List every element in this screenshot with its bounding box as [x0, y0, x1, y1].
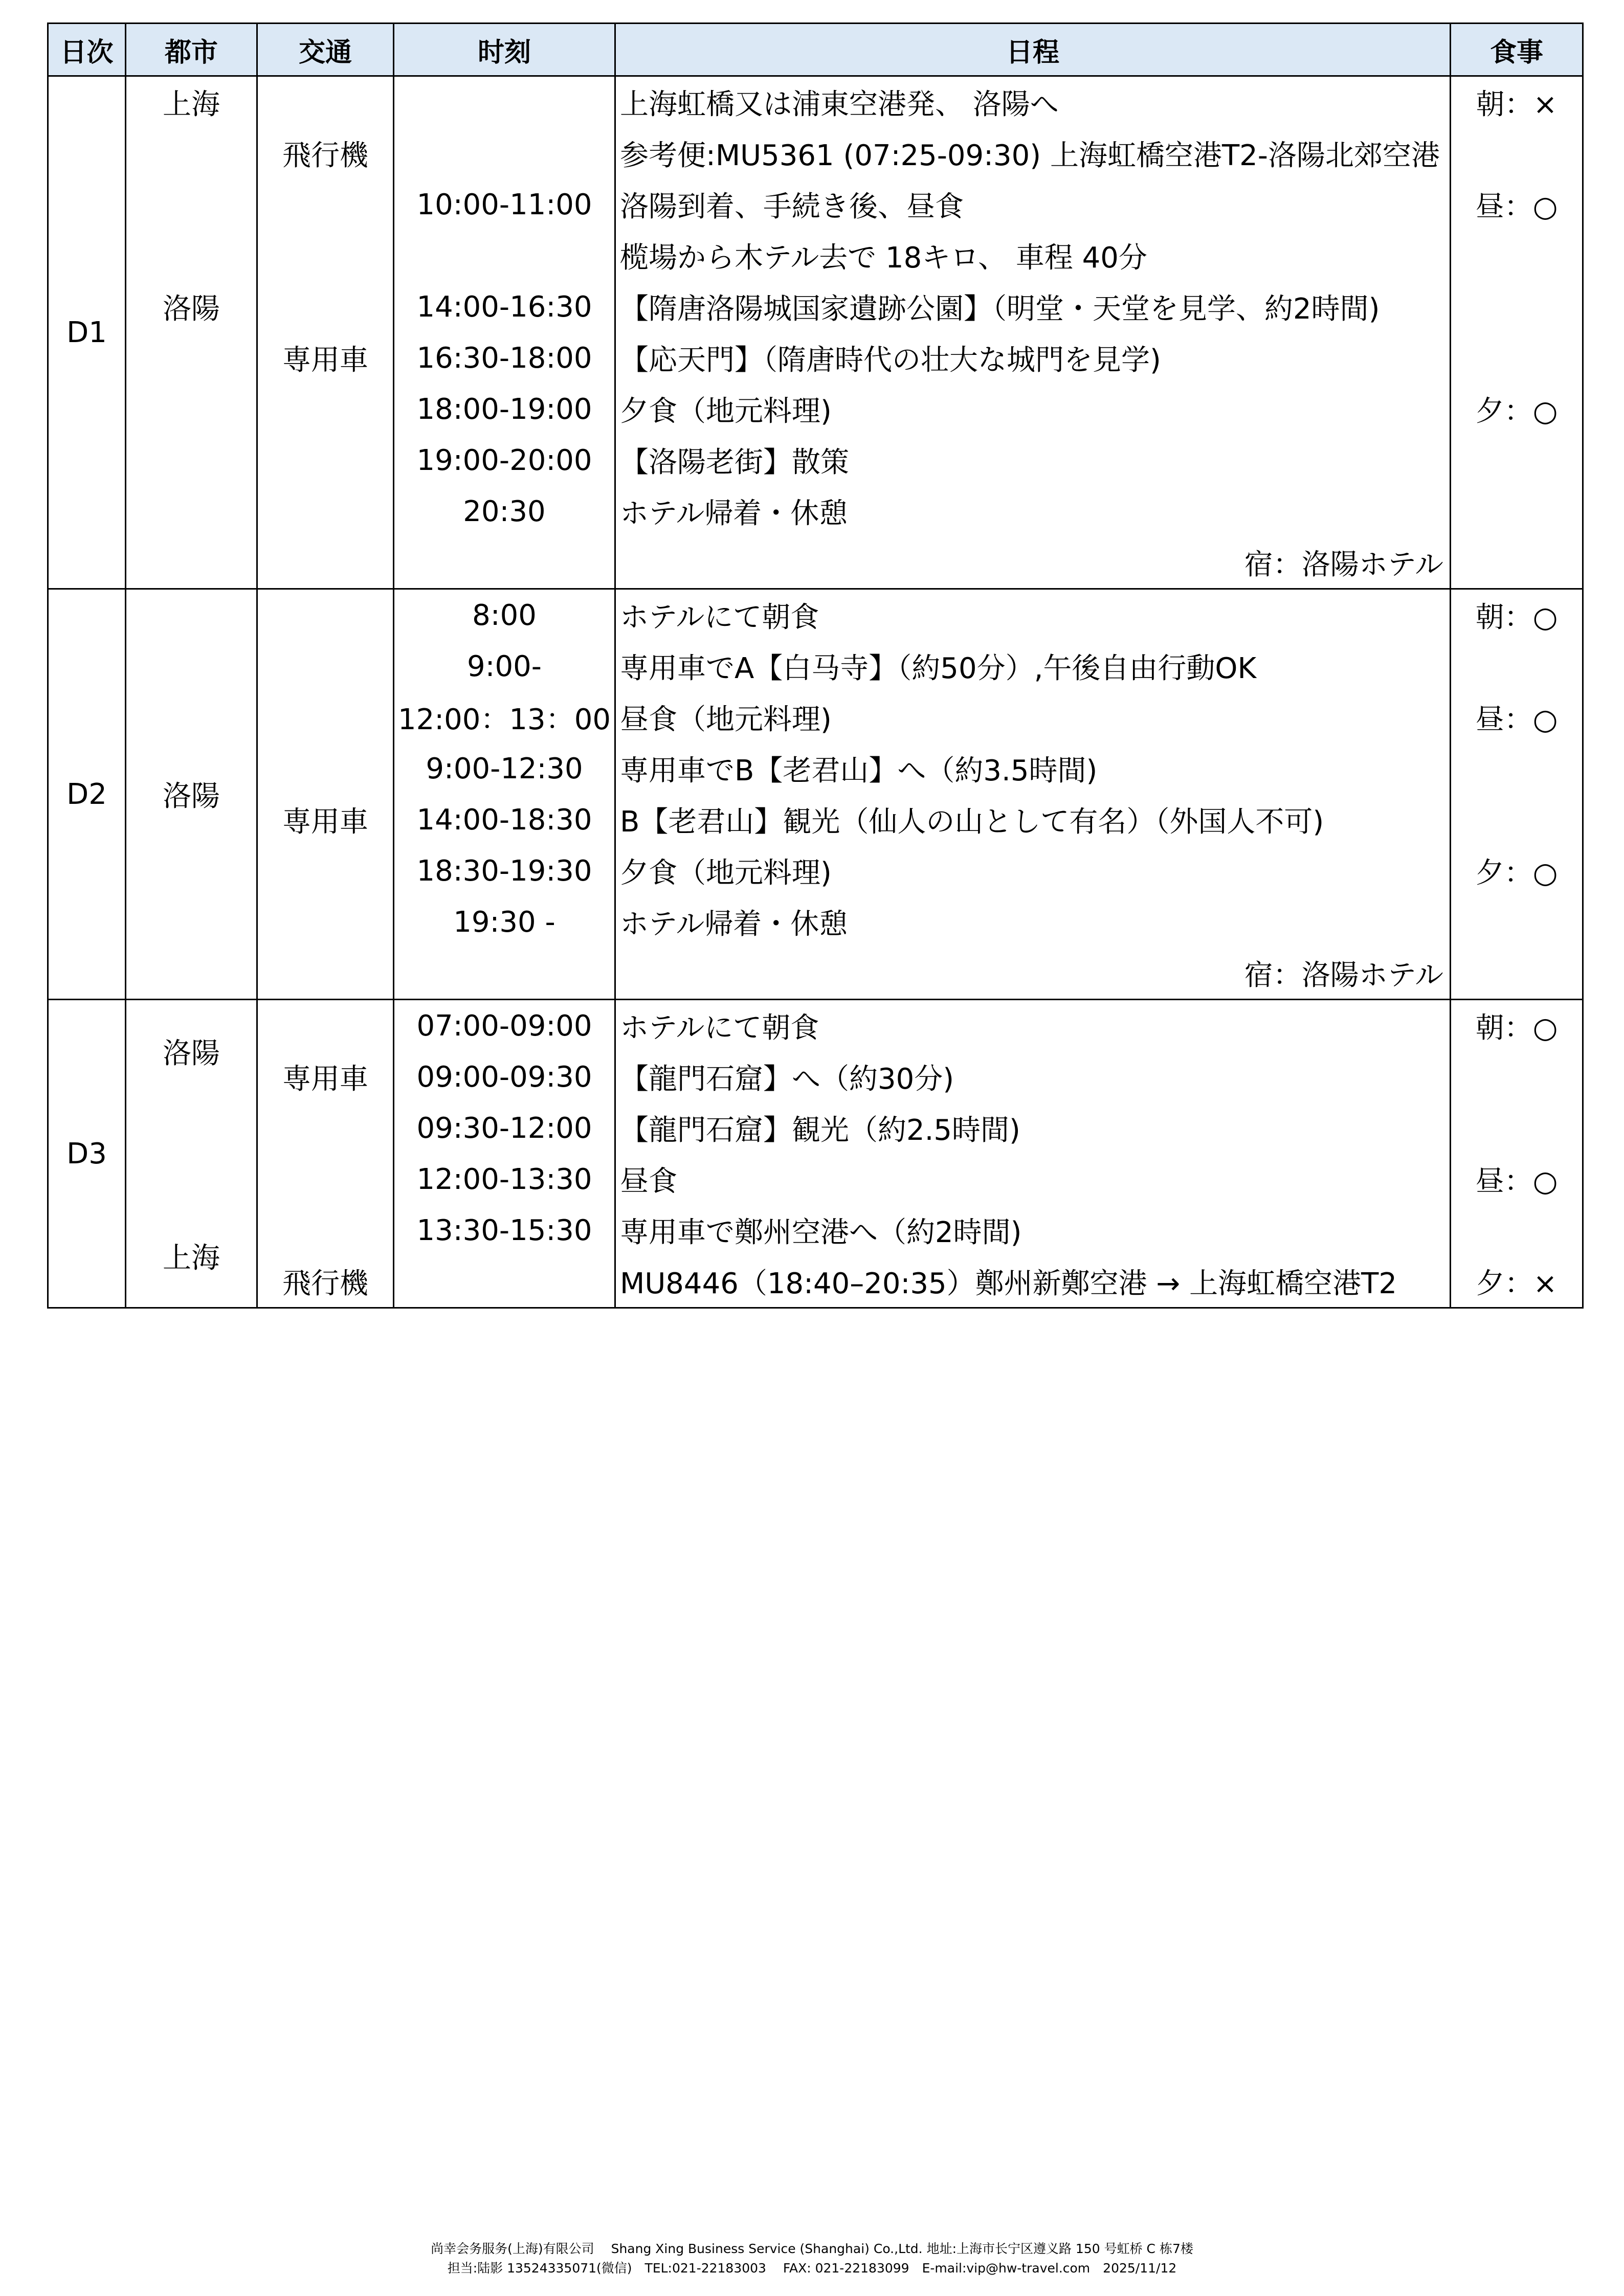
- schedule-line: ホテル帰着・休憩: [620, 908, 848, 941]
- meals-cell: [1451, 77, 1582, 588]
- time-cell: [394, 1000, 616, 1307]
- time-slot: 18:30-19:30: [416, 854, 592, 888]
- schedule-line: 【隋唐洛陽城国家遺跡公園】（明堂・天堂を見学、約2時間): [620, 292, 1380, 326]
- schedule-line: ホテルにて朝食: [620, 601, 819, 634]
- hotel-note: 宿：洛陽ホテル: [1244, 548, 1443, 581]
- transport-cell: [258, 77, 394, 588]
- time-slot: 14:00-16:30: [416, 290, 592, 324]
- schedule-cell: [616, 590, 1451, 999]
- meal-dinner: 夕：×: [1476, 1267, 1558, 1300]
- transport-mode: 専用車: [282, 805, 368, 839]
- city-cell: [126, 590, 258, 999]
- meal-breakfast: 朝：○: [1475, 1011, 1558, 1045]
- time-slot: 12:00-13:30: [416, 1162, 592, 1196]
- itinerary-table: [47, 22, 1584, 1309]
- header-schedule: 日程: [616, 24, 1451, 75]
- city-name: 上海: [163, 1242, 220, 1275]
- day-label: D2: [66, 777, 107, 811]
- hotel-note: 宿：洛陽ホテル: [1244, 959, 1443, 992]
- city-cell: [126, 1000, 258, 1307]
- day-cell: [49, 590, 126, 999]
- day-label: D1: [66, 316, 107, 349]
- schedule-line: 上海虹橋又は浦東空港発、 洛陽へ: [620, 88, 1059, 121]
- meal-breakfast: 朝：○: [1475, 601, 1558, 634]
- table-header-row: [49, 24, 1582, 77]
- time-slot: 09:00-09:30: [416, 1060, 592, 1094]
- city-name: 洛陽: [163, 780, 220, 813]
- meal-lunch: 昼：○: [1475, 190, 1558, 223]
- schedule-line: 洛陽到着、手続き後、昼食: [620, 190, 964, 223]
- schedule-line: 榄場から木テル去で 18キロ、 車程 40分: [620, 241, 1147, 275]
- transport-cell: [258, 1000, 394, 1307]
- schedule-line: 【洛陽老街】散策: [620, 446, 849, 479]
- time-slot: 13:30-15:30: [416, 1213, 592, 1247]
- time-slot: 20:30: [463, 494, 546, 528]
- header-meals: 食事: [1489, 37, 1543, 68]
- meals-cell: [1451, 590, 1582, 999]
- city-name: 上海: [163, 88, 220, 121]
- day-row-d2: [49, 590, 1582, 1000]
- time-cell: [394, 77, 616, 588]
- schedule-line: 【龍門石窟】へ（約30分): [620, 1063, 954, 1096]
- meal-dinner: 夕：○: [1475, 395, 1558, 428]
- day-row-d1: [49, 77, 1582, 590]
- transport-mode: 専用車: [282, 344, 368, 377]
- time-cell: [394, 590, 616, 999]
- time-slot: 9:00-: [467, 649, 542, 683]
- schedule-line: 昼食（地元料理): [620, 703, 832, 736]
- time-slot: 07:00-09:00: [416, 1009, 592, 1043]
- time-slot: 19:00-20:00: [416, 443, 592, 477]
- schedule-line: ホテルにて朝食: [620, 1011, 819, 1045]
- schedule-cell: [616, 1000, 1451, 1307]
- meal-dinner: 夕：○: [1475, 857, 1558, 890]
- day-cell: [49, 1000, 126, 1307]
- footer-contact-line: 担当:陆影 13524335071(微信) TEL:021-22183003 FAX: 021-22183099 E-mail:vip@hw-travel.com 2025/11/12: [447, 2261, 1177, 2276]
- schedule-line: 夕食（地元料理): [620, 395, 832, 428]
- time-slot: 18:00-19:00: [416, 392, 592, 426]
- transport-mode: 飛行機: [282, 139, 368, 172]
- meal-lunch: 昼：○: [1475, 1165, 1558, 1198]
- meal-breakfast: 朝：×: [1476, 88, 1558, 121]
- time-slot: 19:30 -: [453, 905, 555, 939]
- time-slot: 8:00: [472, 598, 537, 632]
- time-slot: 16:30-18:00: [416, 341, 592, 375]
- meals-cell: [1451, 1000, 1582, 1307]
- schedule-line: 【龍門石窟】観光（約2.5時間): [620, 1114, 1020, 1147]
- schedule-line: 参考便:MU5361 (07:25-09:30) 上海虹橋空港T2-洛陽北郊空港: [620, 139, 1440, 172]
- header-transport: 交通: [258, 24, 394, 75]
- schedule-line: 専用車でA【白马寺】（約50分）,午後自由行動OK: [620, 652, 1257, 685]
- schedule-line: 夕食（地元料理): [620, 857, 832, 890]
- city-name: 洛陽: [163, 292, 220, 326]
- city-name: 洛陽: [163, 1037, 220, 1070]
- day-cell: [49, 77, 126, 588]
- schedule-line: B【老君山】観光（仙人の山として有名）（外国人不可): [620, 805, 1324, 839]
- schedule-line: ホテル帰着・休憩: [620, 497, 848, 530]
- schedule-line: 昼食: [620, 1165, 677, 1198]
- day-label: D3: [66, 1137, 107, 1170]
- meal-lunch: 昼：○: [1475, 703, 1558, 736]
- time-slot: 09:30-12:00: [416, 1111, 592, 1145]
- schedule-line: 【応天門】（隋唐時代の壮大な城門を見学): [620, 344, 1161, 377]
- schedule-line: 専用車でB【老君山】へ（約3.5時間): [620, 754, 1098, 787]
- transport-cell: [258, 590, 394, 999]
- schedule-line: 専用車で鄭州空港へ（約2時間): [620, 1216, 1022, 1249]
- header-day: 日次: [49, 24, 126, 75]
- time-slot: 9:00-12:30: [426, 752, 583, 785]
- footer-company-line: 尚幸会务服务(上海)有限公司 Shang Xing Business Service (Shanghai) Co.,Ltd. 地址:上海市长宁区遵义路 150 号虹桥 C 栋7楼: [431, 2241, 1193, 2256]
- header-time: 时刻: [394, 24, 616, 75]
- transport-mode: 飛行機: [282, 1267, 368, 1300]
- schedule-line: MU8446（18:40–20:35）鄭州新鄭空港 → 上海虹橋空港T2: [620, 1267, 1397, 1300]
- header-city: 都市: [126, 24, 258, 75]
- day-row-d3: [49, 1000, 1582, 1307]
- time-slot: 10:00-11:00: [416, 188, 592, 221]
- time-slot: 14:00-18:30: [416, 803, 592, 837]
- time-slot: 12:00：13：00: [398, 703, 611, 736]
- transport-mode: 専用車: [282, 1063, 368, 1096]
- city-cell: [126, 77, 258, 588]
- schedule-cell: [616, 77, 1451, 588]
